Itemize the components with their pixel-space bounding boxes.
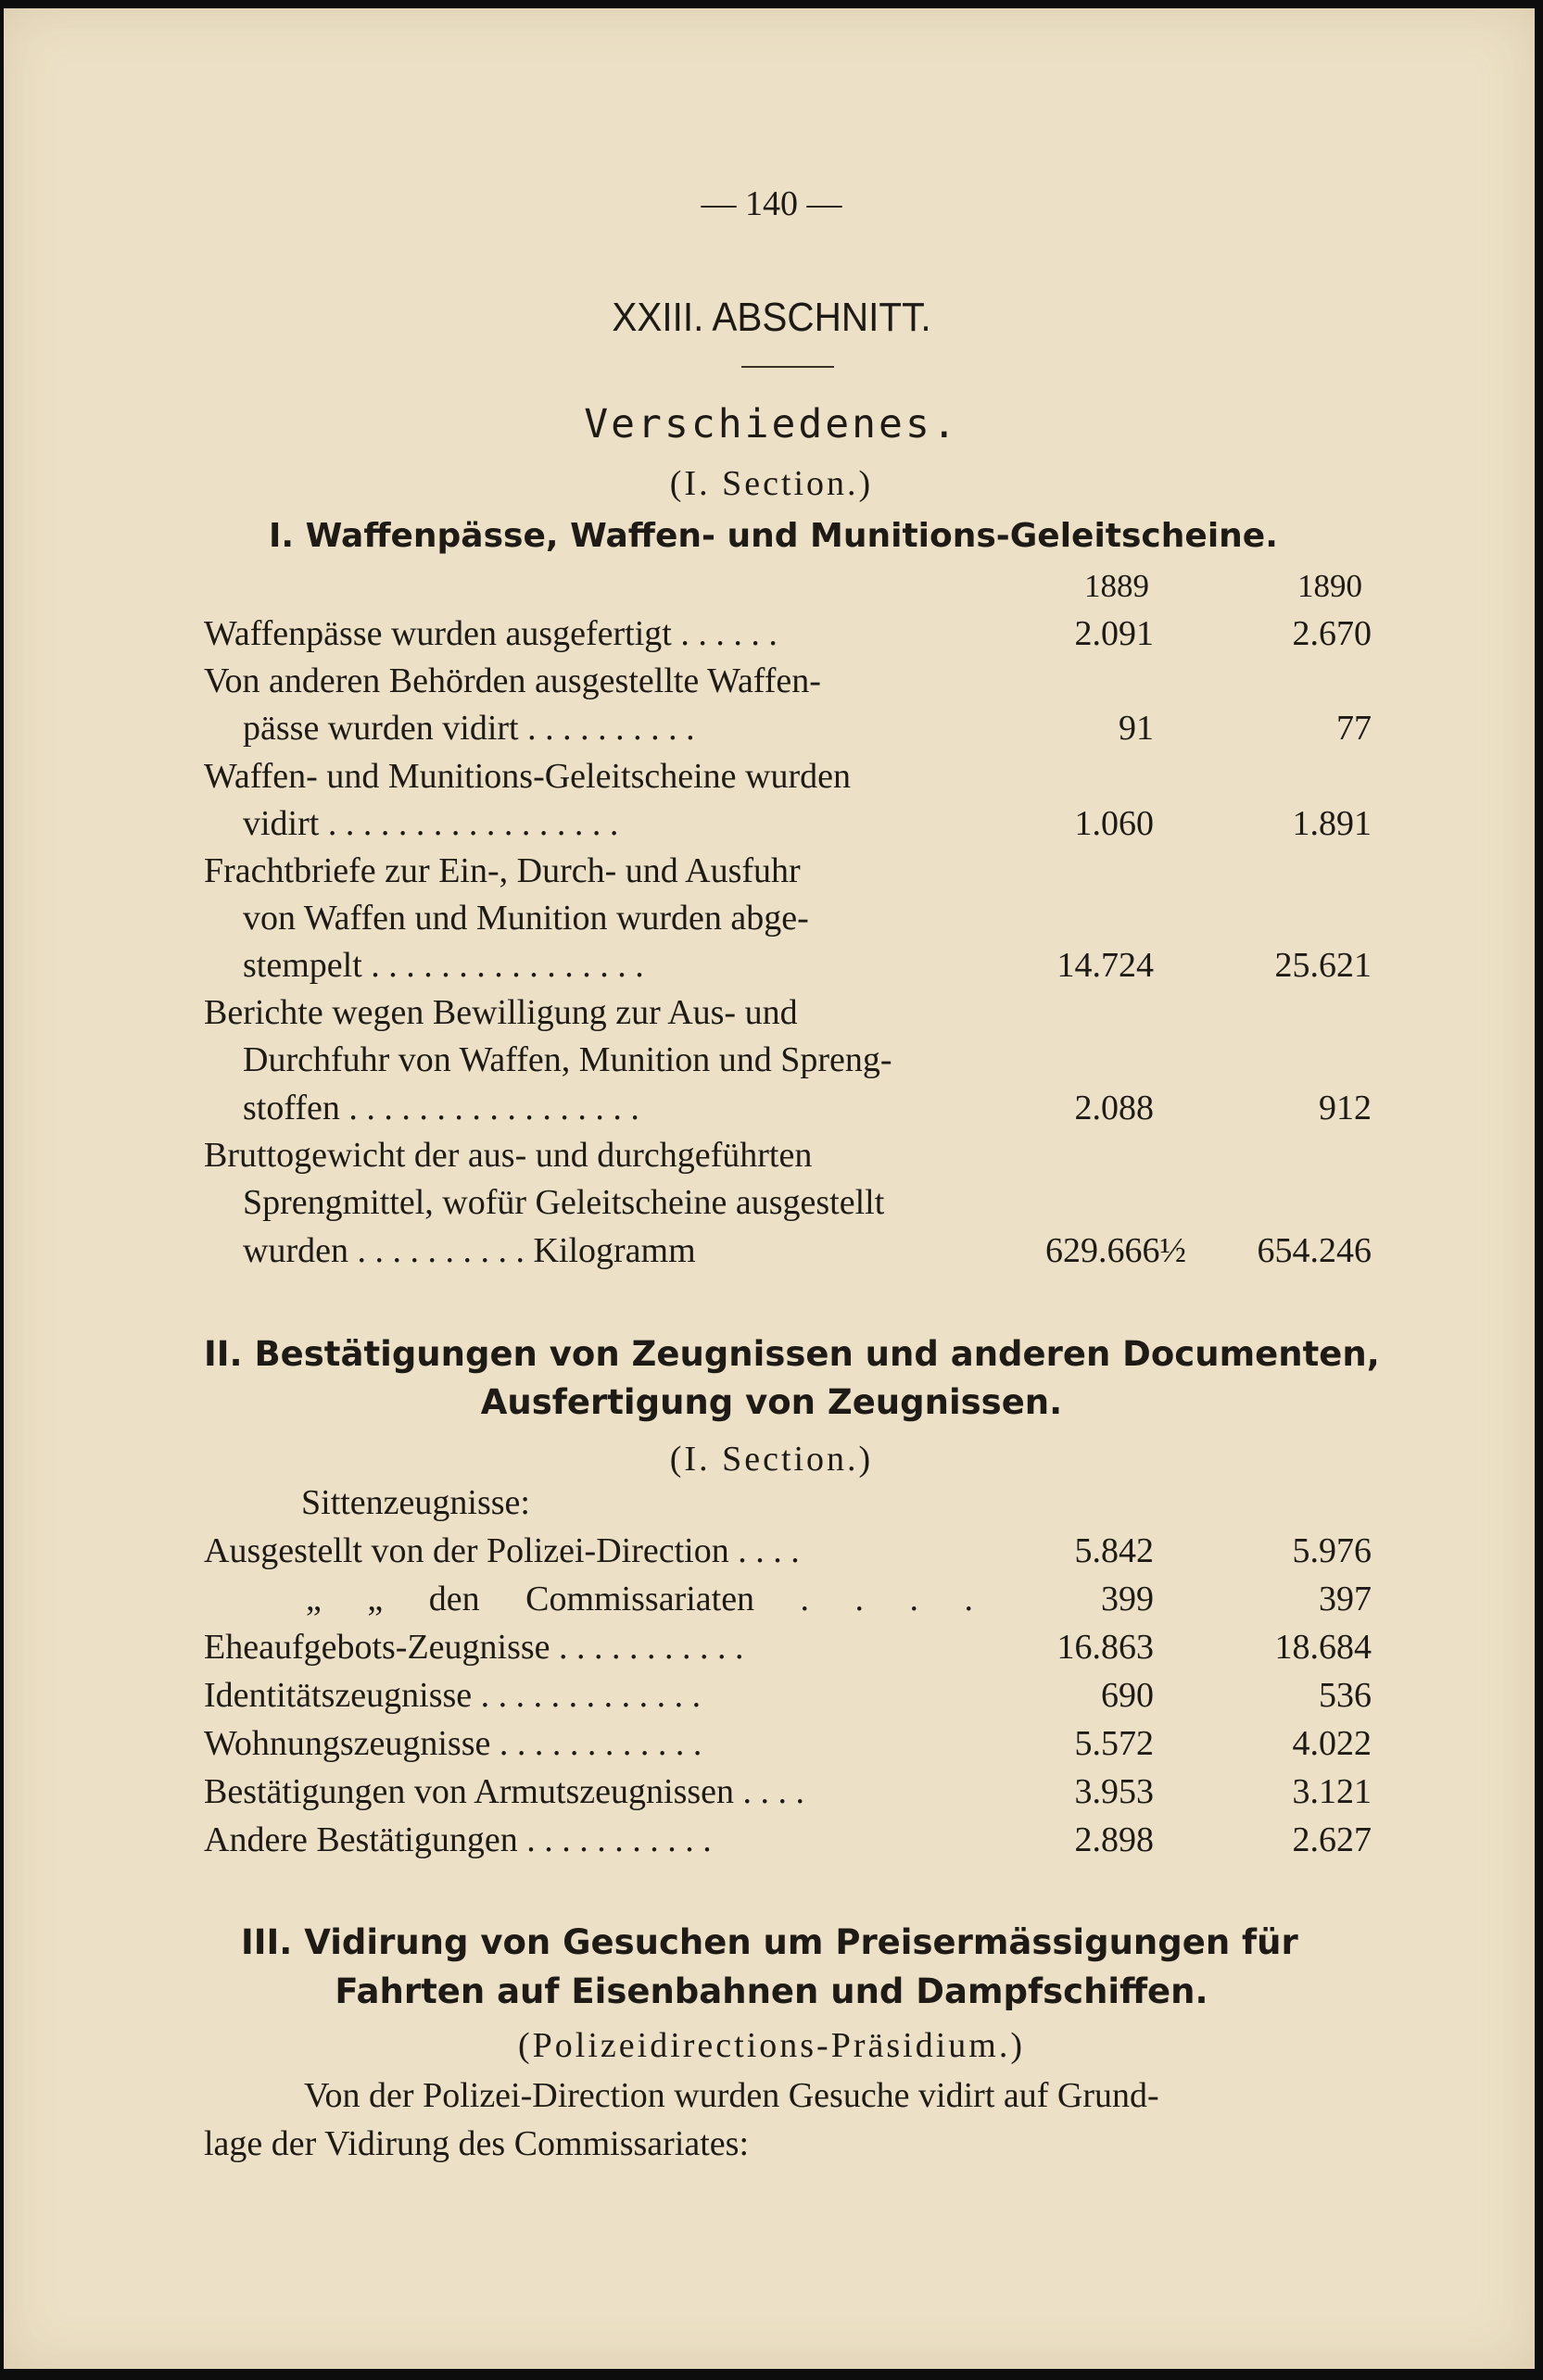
part1-heading: I. Waffenpässe, Waffen- und Munitions-Geleitscheine.	[269, 517, 1278, 555]
p2-row2-1889: 399	[1101, 1580, 1154, 1618]
p1-row6-1890: 654.246	[1257, 1231, 1372, 1270]
p1-row2-line2: pässe wurden vidirt . . . . . . . . . .	[243, 709, 695, 748]
p1-row2-line1: Von anderen Behörden ausgestellte Waffen-	[204, 661, 821, 700]
p2-row6-1889: 3.953	[1074, 1772, 1154, 1811]
part3-heading-line1: III. Vidirung von Gesuchen um Preisermässigungen für	[241, 1922, 1298, 1962]
p1-row5-line3: stoffen . . . . . . . . . . . . . . . . .	[243, 1089, 639, 1127]
p2-row4-label: Identitätszeugnisse . . . . . . . . . . . . .	[204, 1676, 702, 1715]
p2-row6-label: Bestätigungen von Armutszeugnissen . . . .	[204, 1772, 805, 1811]
p1-row1-1889: 2.091	[1074, 614, 1154, 653]
p2-row3-1890: 18.684	[1274, 1628, 1372, 1667]
chapter-title: XXIII. ABSCHNITT.	[612, 295, 931, 340]
p1-row2-1890: 77	[1336, 709, 1372, 748]
part2-section-note: (I. Section.)	[669, 1440, 874, 1479]
p1-row1-line1: Waffenpässe wurden ausgefertigt . . . . . .	[204, 614, 778, 653]
part3-paragraph-line1: Von der Polizei-Direction wurden Gesuche vidirt auf Grund-	[304, 2076, 1159, 2115]
subtitle: Verschiedenes.	[584, 401, 959, 447]
p1-row5-line1: Berichte wegen Bewilligung zur Aus- und	[204, 993, 798, 1032]
p2-row4-1890: 536	[1319, 1676, 1372, 1715]
part3-paragraph-line2: lage der Vidirung des Commissariates:	[204, 2124, 750, 2163]
p2-row3-1889: 16.863	[1056, 1628, 1154, 1667]
p2-row6-1890: 3.121	[1292, 1772, 1372, 1811]
p1-row4-1890: 25.621	[1274, 946, 1372, 985]
section-note: (I. Section.)	[669, 464, 874, 503]
p1-row3-1890: 1.891	[1292, 804, 1372, 843]
p1-row1-1890: 2.670	[1292, 614, 1372, 653]
page-number: — 140 —	[701, 184, 842, 223]
p1-row3-line2: vidirt . . . . . . . . . . . . . . . . .	[243, 804, 619, 843]
p1-row4-line3: stempelt . . . . . . . . . . . . . . . .	[243, 946, 644, 985]
p1-row5-line2: Durchfuhr von Waffen, Munition und Spreng-	[243, 1040, 892, 1079]
p2-row4-1889: 690	[1101, 1676, 1154, 1715]
p1-row4-line1: Frachtbriefe zur Ein-, Durch- und Ausfuhr	[204, 851, 801, 890]
p1-row2-1889: 91	[1119, 709, 1154, 748]
p1-row4-line2: von Waffen und Munition wurden abge-	[243, 899, 809, 938]
p1-row6-line3: wurden . . . . . . . . . . Kilogramm	[243, 1231, 696, 1270]
p2-row3-label: Eheaufgebots-Zeugnisse . . . . . . . . . . .	[204, 1628, 744, 1667]
p2-row2-1890: 397	[1319, 1580, 1372, 1618]
p1-row6-line1: Bruttogewicht der aus- und durchgeführten	[204, 1136, 813, 1175]
p1-row4-1889: 14.724	[1056, 946, 1154, 985]
p2-row1-label: Ausgestellt von der Polizei-Direction . . . .	[204, 1531, 800, 1570]
p2-row5-1890: 4.022	[1292, 1724, 1372, 1763]
p1-row5-1890: 912	[1319, 1089, 1372, 1127]
year-1890-header: 1890	[1297, 568, 1362, 604]
part3-heading-line2: Fahrten auf Eisenbahnen und Dampfschiffen.	[335, 1971, 1208, 2011]
p2-row7-1890: 2.627	[1292, 1820, 1372, 1859]
p2-row7-1889: 2.898	[1074, 1820, 1154, 1859]
p2-row1-1890: 5.976	[1292, 1531, 1372, 1570]
p2-row1-1889: 5.842	[1074, 1531, 1154, 1570]
part2-heading-line2: Ausfertigung von Zeugnissen.	[480, 1382, 1063, 1422]
p1-row3-1889: 1.060	[1074, 804, 1154, 843]
p1-row5-1889: 2.088	[1074, 1089, 1154, 1127]
p1-row6-line2: Sprengmittel, wofür Geleitscheine ausgestellt	[243, 1183, 885, 1222]
part2-heading-line1: II. Bestätigungen von Zeugnissen und anderen Documenten,	[204, 1334, 1380, 1374]
part3-section-note: (Polizeidirections-Präsidium.)	[518, 2026, 1025, 2065]
p2-row2-label: „ „ den Commissariaten . . . .	[306, 1580, 974, 1618]
year-1889-header: 1889	[1084, 568, 1149, 604]
p2-row5-label: Wohnungszeugnisse . . . . . . . . . . . .	[204, 1724, 702, 1763]
p2-row7-label: Andere Bestätigungen . . . . . . . . . . .	[204, 1820, 712, 1859]
p1-row6-1889: 629.666½	[1045, 1231, 1186, 1270]
part2-group-label: Sittenzeugnisse:	[301, 1483, 530, 1522]
p1-row3-line1: Waffen- und Munitions-Geleitscheine wurden	[204, 757, 851, 796]
p2-row5-1889: 5.572	[1074, 1724, 1154, 1763]
title-rule	[741, 366, 834, 368]
